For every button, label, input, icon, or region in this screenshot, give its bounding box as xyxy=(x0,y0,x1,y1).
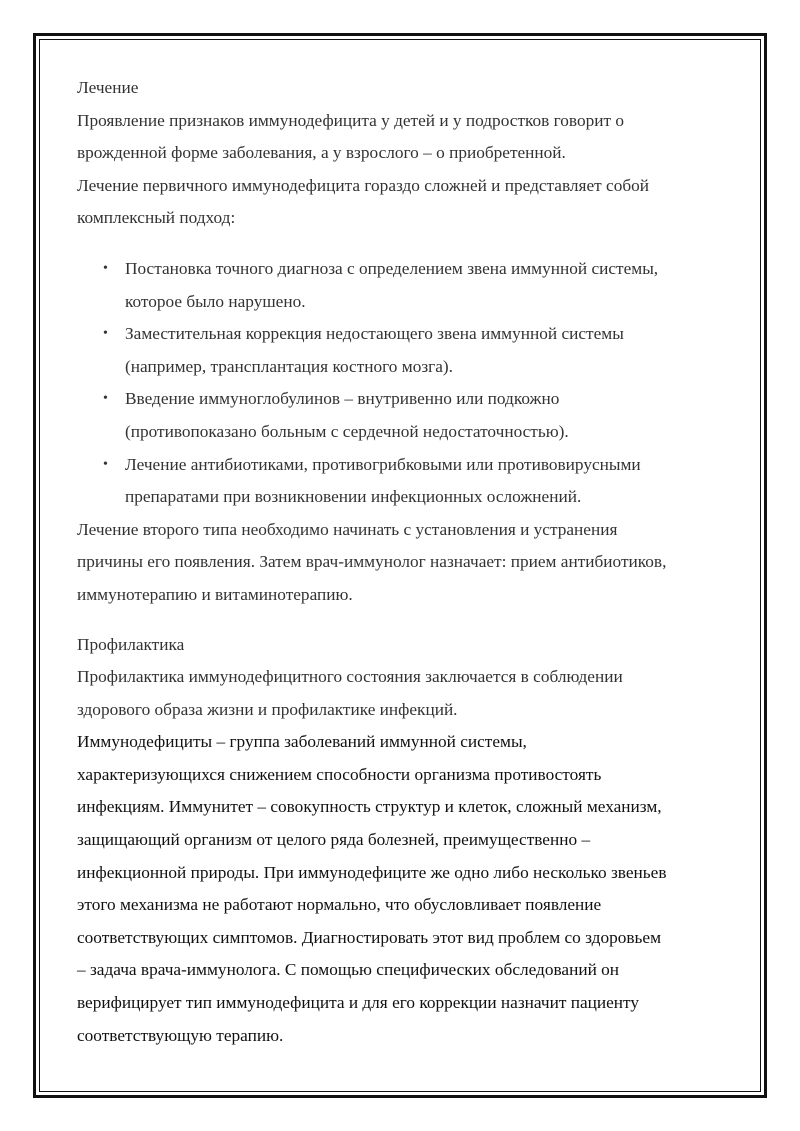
list-item-line-2: которое было нарушено. xyxy=(125,291,306,311)
list-item-line-1: Заместительная коррекция недостающего звена иммунной системы xyxy=(125,324,624,344)
definition-line: верифицирует тип иммунодефицита и для его коррекции назначит пациенту xyxy=(77,993,640,1013)
secondary-treatment-line-1: Лечение второго типа необходимо начинать с установления и устранения xyxy=(77,519,618,539)
list-item-line-1: Введение иммуноглобулинов – внутривенно или подкожно xyxy=(125,389,560,409)
list-item xyxy=(77,383,737,448)
definition-line: Иммунодефициты – группа заболеваний иммунной системы, xyxy=(77,732,527,752)
definition-line: – задача врача-иммунолога. С помощью специфических обследований он xyxy=(77,960,620,980)
spacer xyxy=(77,612,737,629)
definition-line: этого механизма не работают нормально, что обусловливает появление xyxy=(77,895,602,915)
list-item xyxy=(77,253,737,318)
document-body xyxy=(77,72,737,1052)
definition-line: соответствующую терапию. xyxy=(77,1025,284,1045)
primary-treatment-line-2: комплексный подход: xyxy=(77,208,236,228)
list-item-line-2: (противопоказано больным с сердечной недостаточностью). xyxy=(125,421,569,441)
primary-treatment-line-1: Лечение первичного иммунодефицита гораздо сложней и представляет собой xyxy=(77,175,650,195)
list-item-line-2: препаратами при возникновении инфекционных осложнений. xyxy=(125,487,582,507)
treatment-steps-list xyxy=(77,253,737,514)
treatment-section xyxy=(77,72,737,612)
definition-line: соответствующих симптомов. Диагностировать этот вид проблем со здоровьем xyxy=(77,927,662,947)
treatment-intro-line-1: Проявление признаков иммунодефицита у детей и у подростков говорит о xyxy=(77,110,625,130)
list-item-line-1: Лечение антибиотиками, противогрибковыми или противовирусными xyxy=(125,454,641,474)
list-item-line-1: Постановка точного диагноза с определением звена иммунной системы, xyxy=(125,258,659,278)
definition-line: инфекциям. Иммунитет – совокупность структур и клеток, сложный механизм, xyxy=(77,797,662,817)
bullet-icon: • xyxy=(103,456,108,472)
treatment-intro-line-2: врожденной форме заболевания, а у взрослого – о приобретенной. xyxy=(77,143,566,163)
prevention-section xyxy=(77,629,737,727)
secondary-treatment-line-3: иммунотерапию и витаминотерапию. xyxy=(77,584,353,604)
definition-line: инфекционной природы. При иммунодефиците же одно либо несколько звеньев xyxy=(77,862,667,882)
bullet-icon: • xyxy=(103,391,108,407)
list-item-line-2: (например, трансплантация костного мозга). xyxy=(125,356,454,376)
bullet-icon: • xyxy=(103,260,108,276)
definition-line: защищающий организм от целого ряда болезней, преимущественно – xyxy=(77,830,591,850)
secondary-treatment-line-2: причины его появления. Затем врач-иммунолог назначает: прием антибиотиков, xyxy=(77,552,667,572)
list-item xyxy=(77,449,737,514)
definition-line: характеризующихся снижением способности организма противостоять xyxy=(77,764,602,784)
bullet-icon: • xyxy=(103,326,108,342)
treatment-heading: Лечение xyxy=(77,78,139,97)
spacer xyxy=(77,235,737,253)
prevention-line-1: Профилактика иммунодефицитного состояния заключается в соблюдении xyxy=(77,667,623,687)
definition-section xyxy=(77,726,737,1052)
prevention-heading: Профилактика xyxy=(77,634,185,654)
list-item xyxy=(77,318,737,383)
prevention-line-2: здорового образа жизни и профилактике инфекций. xyxy=(77,699,458,719)
